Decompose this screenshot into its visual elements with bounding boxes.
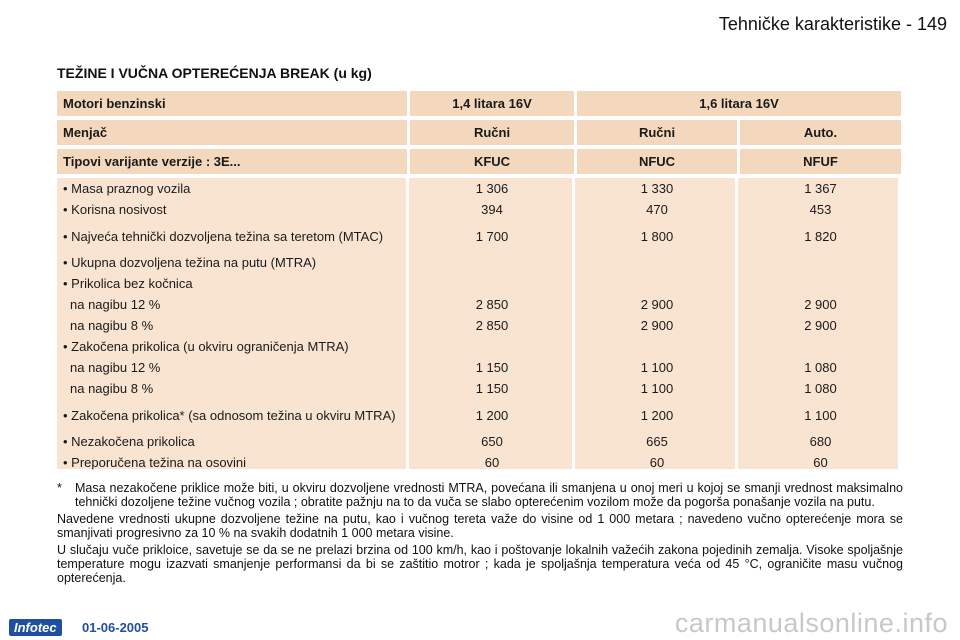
- row-value: 453: [809, 202, 832, 217]
- row-value: 394: [481, 202, 503, 217]
- infotec-logo: Infotec: [9, 619, 62, 636]
- row-value: 1 200: [640, 407, 674, 423]
- row-label: • Prikolica bez kočnica: [63, 276, 193, 291]
- header-row-engines: [57, 91, 901, 116]
- row-value: 665: [646, 434, 668, 449]
- table-row: [57, 399, 901, 431]
- row-value: 60: [813, 455, 828, 470]
- table-row: [57, 178, 901, 199]
- row-value: [740, 252, 901, 273]
- row-value: 60: [484, 455, 500, 470]
- row-label: na nagibu 12 %: [70, 297, 161, 312]
- header-cell: NFUF: [740, 149, 901, 174]
- table-row: [57, 252, 901, 273]
- row-label: [57, 399, 407, 431]
- row-label-text: • Najveća tehnički dozvoljena težina sa teretom (MTAC): [63, 228, 384, 244]
- row-value: 60: [649, 455, 665, 470]
- row-label: na nagibu 12 %: [70, 360, 161, 375]
- row-value: 680: [809, 434, 832, 449]
- row-value: [740, 336, 901, 357]
- table-row: [57, 315, 901, 336]
- row-value: [740, 273, 901, 294]
- table-row: [57, 431, 901, 452]
- row-label: • Zakočena prikolica (u okviru ograničenja MTRA): [63, 339, 349, 354]
- row-value: 2 900: [640, 297, 674, 312]
- table-body: [57, 178, 901, 469]
- table-row: [57, 273, 901, 294]
- header-cell: Ručni: [577, 120, 737, 145]
- row-value: 2 850: [475, 318, 509, 333]
- spec-table: [57, 91, 901, 469]
- section-title: TEŽINE I VUČNA OPTEREĆENJA BREAK (u kg): [57, 65, 372, 81]
- row-value: 1 100: [804, 407, 837, 423]
- row-value: 2 900: [804, 297, 837, 312]
- row-value: 2 900: [804, 318, 837, 333]
- header-engine-1: 1,4 litara 16V: [410, 91, 574, 116]
- footnote-star: [57, 481, 903, 509]
- row-label: • Nezakočena prikolica: [63, 434, 195, 449]
- table-row: [57, 452, 901, 473]
- row-value: [410, 336, 574, 357]
- header-cell: KFUC: [410, 149, 574, 174]
- row-value: 1 700: [475, 228, 509, 244]
- table-row: [57, 336, 901, 357]
- row-value: [577, 252, 737, 273]
- row-label: • Ukupna dozvoljena težina na putu (MTRA): [63, 255, 317, 270]
- row-label: • Korisna nosivost: [63, 202, 167, 217]
- row-value: 1 820: [804, 228, 837, 244]
- row-value: 1 100: [640, 360, 674, 375]
- table-row: [57, 357, 901, 378]
- footnotes: [57, 481, 903, 588]
- row-label: • Preporučena težina na osovini: [63, 455, 247, 470]
- table-row: [57, 294, 901, 315]
- row-label-text: • Zakočena prikolica* (sa odnosom težina u okviru MTRA): [63, 407, 396, 423]
- row-value: 1 330: [640, 181, 674, 196]
- header-engine-2: 1,6 litara 16V: [577, 91, 901, 116]
- header-label: Tipovi varijante verzije : 3E...: [57, 149, 407, 174]
- row-value: 1 150: [475, 360, 509, 375]
- table-rows: [57, 178, 901, 473]
- header-row-gearbox: [57, 120, 901, 145]
- note-paragraph: Navedene vrednosti ukupne dozvoljene težine na putu, kao i vučnog tereta važe do visine od 1 000 metara ; navedeno vučno opterećenje mora se smanjivati progresivno za 10 % na svakih dodatnih 1 000 metara visine.: [57, 512, 903, 540]
- note-paragraph: U slučaju vuče prikloice, savetuje se da se ne prelazi brzina od 100 km/h, kao i poštovanje lokalnih važećih zakona pojedinih zemalja. Visoke spoljašnje temperature mogu izazvati smanjenje performansi da bi se zaštitio motror ; kada je spoljašnja temperatura veća od 45 °C, ograničite masu vučnog opterećenja.: [57, 543, 903, 585]
- header-label: Menjač: [57, 120, 407, 145]
- row-value: 1 080: [804, 381, 837, 396]
- row-label: na nagibu 8 %: [70, 318, 154, 333]
- header-row-types: [57, 149, 901, 174]
- row-value: 1 080: [804, 360, 837, 375]
- header-cell: Ručni: [410, 120, 574, 145]
- row-label: [57, 220, 407, 252]
- row-value: 1 150: [475, 381, 509, 396]
- row-value: 1 100: [640, 381, 674, 396]
- row-label: • Masa praznog vozila: [63, 181, 191, 196]
- row-value: 1 367: [804, 181, 837, 196]
- row-value: [577, 273, 737, 294]
- row-value: [577, 336, 737, 357]
- table-row: [57, 220, 901, 252]
- row-value: 2 850: [475, 297, 509, 312]
- row-value: 1 306: [475, 181, 509, 196]
- row-value: [410, 273, 574, 294]
- header-cell: Auto.: [740, 120, 901, 145]
- footnote-mark: *: [57, 481, 62, 495]
- footnote-text: Masa nezakočene priklice može biti, u okviru dozvoljene vrednosti MTRA, povećana ili smanjena u onoj meri u kojoj se smanji vrednost maksimalno tehnički dozoljene težine vučnog vozila ; obratite pažnju na to da vuča se slabo opterećenim vozilom može da pogorša ponašanje vozila na putu.: [75, 481, 903, 509]
- row-value: 650: [481, 434, 503, 449]
- footer-date: 01-06-2005: [82, 620, 149, 635]
- row-value: 1 800: [640, 228, 674, 244]
- header-label: Motori benzinski: [57, 91, 407, 116]
- row-value: 2 900: [640, 318, 674, 333]
- row-label: na nagibu 8 %: [70, 381, 154, 396]
- header-cell: NFUC: [577, 149, 737, 174]
- table-row: [57, 378, 901, 399]
- watermark: carmanualsonline.info: [674, 608, 948, 638]
- page-header: Tehničke karakteristike - 149: [718, 14, 947, 34]
- row-value: 470: [646, 202, 668, 217]
- row-value: 1 200: [475, 407, 509, 423]
- row-value: [410, 252, 574, 273]
- table-row: [57, 199, 901, 220]
